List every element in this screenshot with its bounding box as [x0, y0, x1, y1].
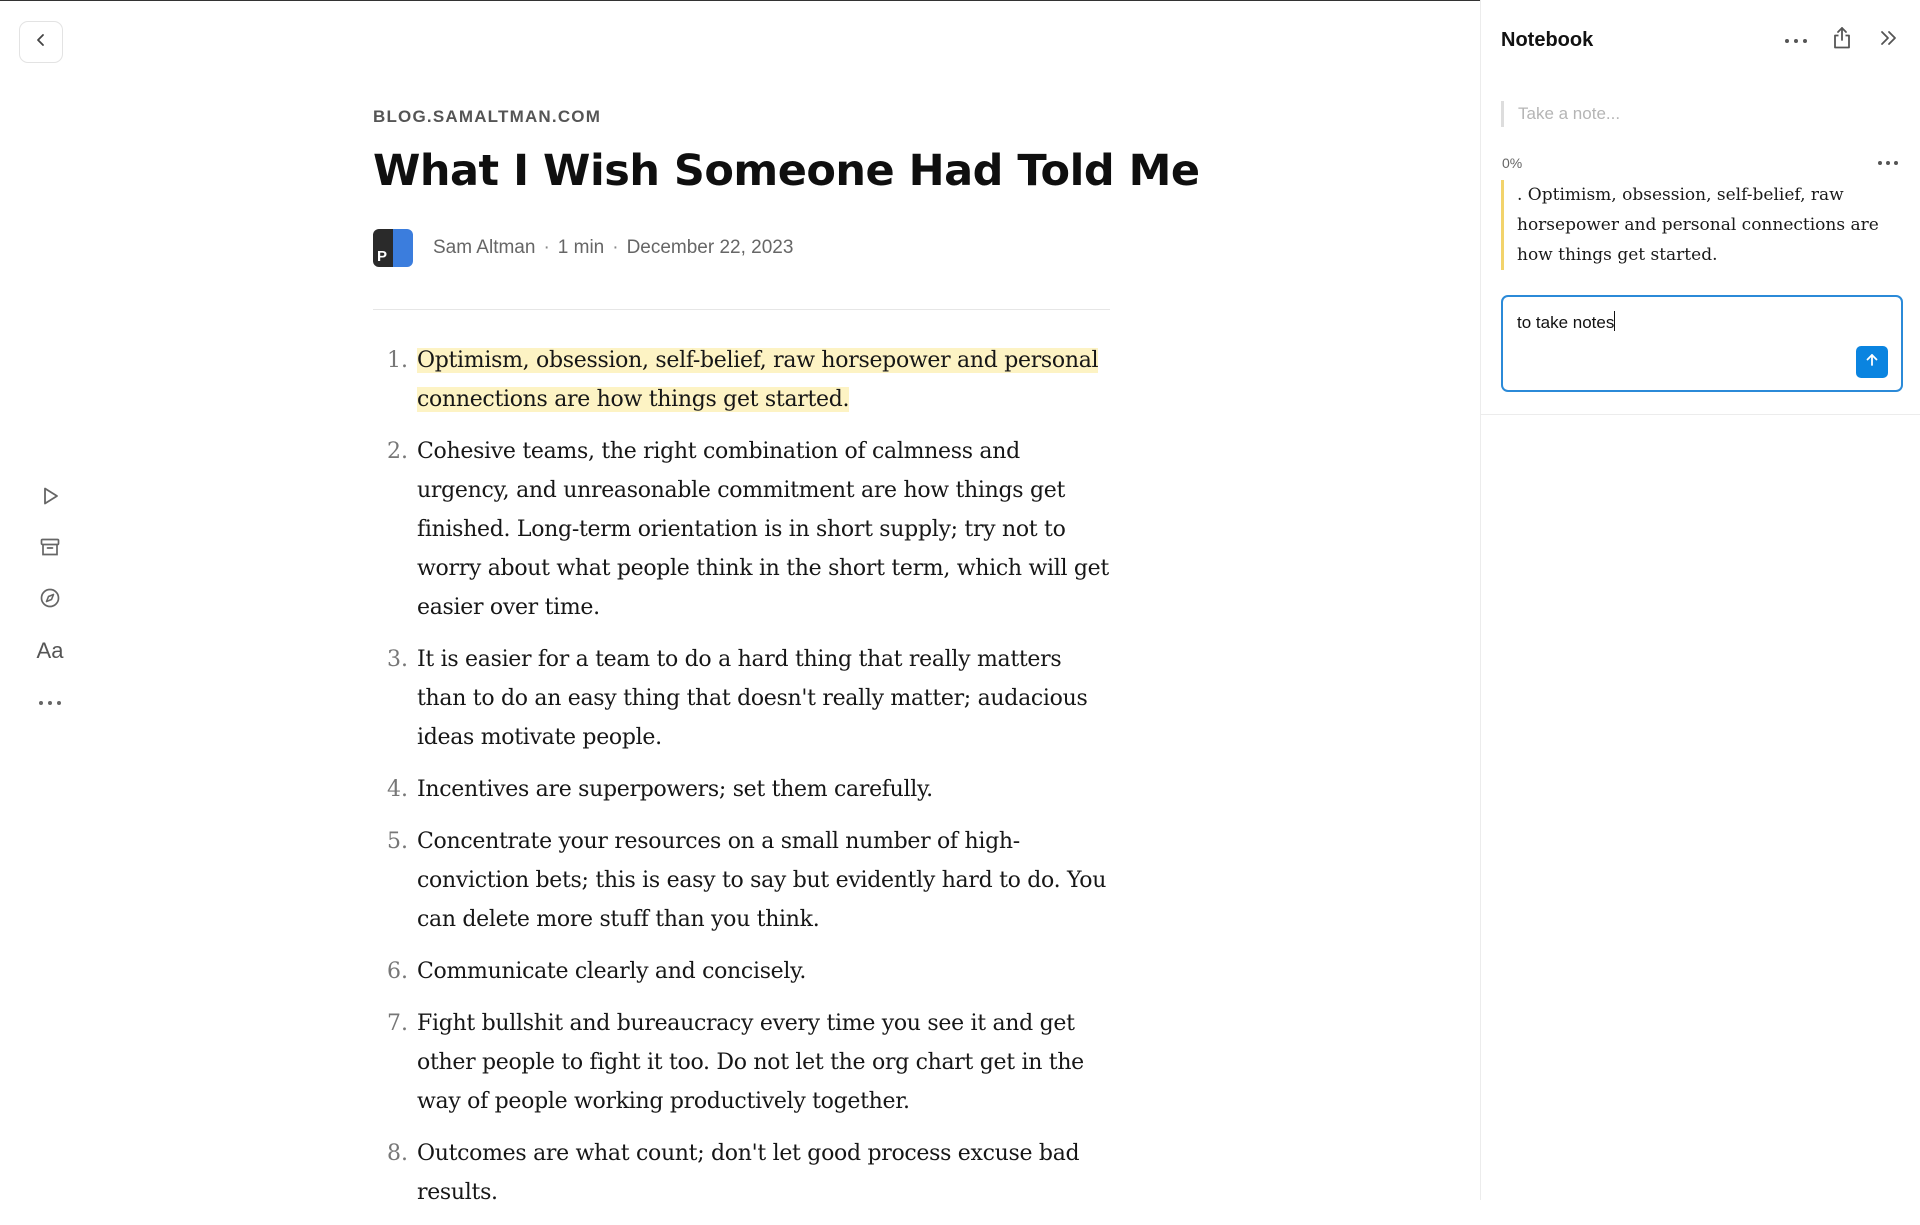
notebook-panel	[1480, 0, 1920, 1200]
article-source[interactable]: BLOG.SAMALTMAN.COM	[373, 107, 602, 126]
list-item-number: 3.	[387, 647, 408, 672]
chevron-left-icon	[33, 32, 49, 53]
meta-separator: ·	[543, 237, 550, 258]
reading-progress: 0%	[1502, 155, 1523, 171]
highlight-more-button[interactable]	[1872, 148, 1904, 176]
list-item-text[interactable]: Concentrate your resources on a small number of high-conviction bets; this is easy to say but evidently hard to do. You can delete more stuff than you think.	[417, 829, 1107, 932]
note-input-text: to take notes	[1517, 313, 1615, 332]
share-icon	[1831, 26, 1853, 55]
share-button[interactable]	[1826, 24, 1858, 56]
notebook-more-button[interactable]	[1780, 24, 1812, 56]
more-options-button[interactable]	[30, 682, 70, 722]
back-button[interactable]	[19, 21, 63, 63]
notebook-actions	[1780, 24, 1904, 56]
article-read-time: 1 min	[557, 237, 605, 258]
archive-icon	[39, 536, 61, 563]
list-item	[373, 341, 1113, 419]
left-toolbar	[30, 478, 70, 733]
list-item	[373, 770, 1113, 809]
more-horizontal-icon	[38, 693, 62, 711]
article-byline	[373, 228, 793, 268]
text-caret	[1614, 311, 1615, 331]
list-item-number: 5.	[387, 829, 408, 854]
meta-separator: ·	[612, 237, 619, 258]
list-item-text[interactable]	[417, 341, 1113, 419]
article-author[interactable]: Sam Altman	[433, 237, 536, 258]
article-date: December 22, 2023	[626, 237, 794, 258]
list-item	[373, 822, 1113, 939]
list-item-text[interactable]: Incentives are superpowers; set them carefully.	[417, 777, 933, 802]
list-item-number: 2.	[387, 439, 408, 464]
article-divider	[373, 309, 1110, 310]
list-item	[373, 1134, 1113, 1212]
list-item-number: 6.	[387, 959, 408, 984]
discover-button[interactable]	[30, 580, 70, 620]
archive-button[interactable]	[30, 529, 70, 569]
font-settings-button[interactable]	[30, 631, 70, 671]
article-meta	[433, 237, 793, 259]
list-item-text[interactable]: It is easier for a team to do a hard thing that really matters than to do an easy thing that doesn't really matter; audacious ideas motivate people.	[417, 647, 1088, 750]
collapse-panel-button[interactable]	[1872, 24, 1904, 56]
more-horizontal-icon	[1784, 31, 1808, 49]
take-note-input[interactable]	[1501, 101, 1891, 127]
list-item-number: 7.	[387, 1011, 408, 1036]
list-item-number: 1.	[387, 348, 408, 373]
avatar-letter: P	[377, 248, 388, 265]
article-title: What I Wish Someone Had Told Me	[373, 146, 1200, 196]
list-item-text[interactable]: Outcomes are what count; don't let good process excuse bad results.	[417, 1141, 1080, 1205]
list-item-number: 8.	[387, 1141, 408, 1166]
list-item-text[interactable]: Communicate clearly and concisely.	[417, 959, 807, 984]
list-item	[373, 432, 1113, 627]
play-button[interactable]	[30, 478, 70, 518]
note-input[interactable]	[1517, 311, 1615, 333]
list-item	[373, 640, 1113, 757]
highlighted-text[interactable]: Optimism, obsession, self-belief, raw horsepower and personal connections are how things get started.	[417, 348, 1099, 412]
double-chevron-right-icon	[1878, 29, 1898, 52]
compass-icon	[39, 587, 61, 614]
play-icon	[39, 485, 61, 512]
list-item-text[interactable]: Fight bullshit and bureaucracy every time you see it and get other people to fight it too. Do not let the org chart get in the way of people working productively together.	[417, 1011, 1084, 1114]
arrow-up-icon	[1864, 352, 1880, 373]
more-horizontal-icon	[1877, 153, 1899, 171]
highlight-quote[interactable]: . Optimism, obsession, self-belief, raw horsepower and personal connections are how things get started.	[1501, 180, 1901, 270]
panel-divider	[1481, 414, 1920, 415]
list-item	[373, 1004, 1113, 1121]
list-item-text[interactable]: Cohesive teams, the right combination of calmness and urgency, and unreasonable commitment are how things get finished. Long-term orientation is in short supply; try not to worry about what people think in the short term, which will get easier over time.	[417, 439, 1109, 620]
article-list	[373, 341, 1113, 1225]
avatar	[373, 229, 413, 267]
list-item	[373, 952, 1113, 991]
list-item-number: 4.	[387, 777, 408, 802]
note-composer[interactable]	[1501, 295, 1903, 392]
notebook-title: Notebook	[1501, 29, 1594, 51]
send-note-button[interactable]	[1856, 346, 1888, 378]
font-settings-label: Aa	[36, 638, 64, 663]
